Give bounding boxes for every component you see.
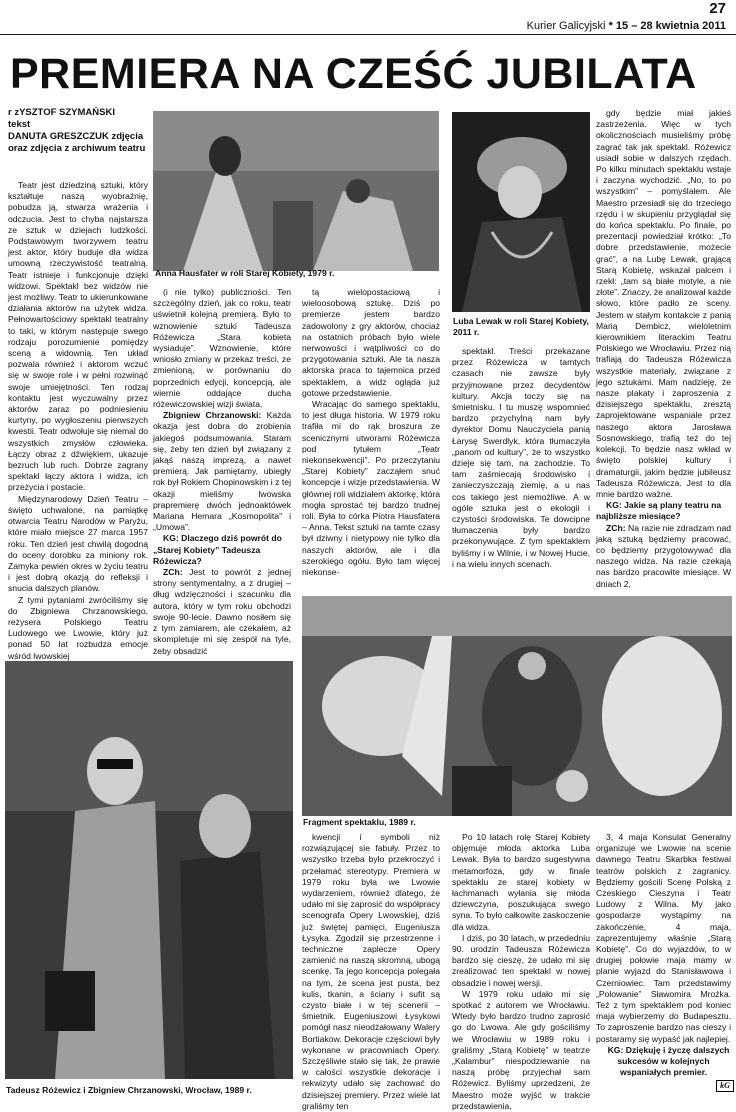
paragraph: (i nie tylko) publiczności. Ten szczególny dzień, jak co roku, teatr uświetnił kolejną premierą. Było to wznowienie sztuki Tadeusza Różewicza „Stara kobieta wysiaduje”. Wznowienie, które wniosło zmiany w przekaz treści, ze zmienioną, w porównaniu do poprzednich edycji, koncepcją, ale wiernie oddające ducha różewiczowskiej wizji świata. (153, 287, 291, 410)
paragraph: tą wielopostaciową i wieloosobową sztukę. Dziś po premierze jestem bardzo zadowolony z gry aktorów, chociaż na ostatnich próbach było wiele nerwowości i wątpliwości co do przygotowania sztuki. Ale ta nasza aktorska praca to tajemnica przed spektaklem, a widz ogląda już gotowe przedstawienie. (302, 287, 440, 398)
page-header (0, 0, 736, 36)
speaker-label: ZCh: (606, 522, 626, 533)
paragraph: gdy będzie miał jakieś zastrzeżenia. Więc w tych okolicznościach musieliśmy próbę zagrać tak jak spektakl. Różewicz usiadł sobie w dalszych rzędach. Po kilku minutach spektaklu wstaje i zaczyna wychodzić. „No, to po wszystkim” – pomyślałem. Ale Maestro przesiadł się do trzeciego rzędu i w skupieniu przyglądał się do końca spektaklu. Po finale, po prezentacji powiedział krótko: „To dobre przedstawienie, możecie grać”, a na Lubę Lewak, grającą Starą Kobietę, wskazał palcem i rzekł: „tam są białe motyle, a nie złote”. Znaczy, że analizował każde słowo, które padło ze sceny. Jestem w stałym kontakcie z panią Marią Dembicz, wieloletnim kierownikiem literackim Teatru Polskiego we Wrocławiu. Przez nią trafiają do Tadeusza Różewicza wszystkie materiały, związane z jego sztukami. Mam nadzieję, że nasze plakaty i zaproszenia z dzisiejszego spektaklu, zresztą zaprojektowane wspaniale przez naszego aktora Jarosława Sosnowskiego, trafią też do tej kolekcji. To będzie nasz wkład w święto polskiej kultury i dramaturgii, jakim będzie jubileusz Tadeusza Różewicza. Jest to dla mnie bardzo ważne. (596, 108, 731, 499)
article-column-6 (302, 832, 440, 1111)
header-rule (0, 34, 736, 35)
author-credits (8, 107, 148, 155)
photo-credits: DANUTA GRESZCZUK zdjęcia oraz zdjęcia z archiwum teatru (8, 131, 146, 154)
photo-rozewicz-chrzanowski (5, 661, 293, 1079)
photo-fragment-spektaklu (302, 596, 732, 816)
article-column-1 (8, 180, 148, 661)
speaker-label: Zbigniew Chrzanowski: (163, 410, 262, 421)
paragraph: Na razie nie zdradzam nad jaką sztuką będziemy pracować, co będziemy przygotowywać dla naszego widza. Na razie czekają nas bardzo pracowite miesiące. W dniach 2, (596, 522, 732, 589)
headline: PREMIERA NA CZEŚĆ JUBILATA (10, 50, 697, 98)
paragraph: Z tymi pytaniami zwróciliśmy się do Zbigniewa Chrzanowskiego, reżysera Polskiego Teatru Ludowego we Lwowie, który już ponad 50 lat rozbudza emocje wśród lwowskiej (8, 594, 148, 661)
article-column-8 (596, 832, 731, 1078)
caption-photo-2: Luba Lewak w roli Starej Kobiety, 2011 r. (453, 316, 589, 337)
author-name: r zYSZTOF SZYMAŃSKI (8, 107, 115, 118)
photo-anna-hausfater (153, 111, 439, 271)
paragraph: Jest to powrót z jednej strony sentymentalny, a z drugiej – dług wdzięczności i szacunku dla autora, który w tym roku obchodzi swoje 90-lecie. Dawno nosiłem się z tym zamiarem, ale czekałem, aż skompletuje mi się zespół na tyle, żeby obsadzić (153, 567, 291, 656)
publication-name: Kurier Galicyjski (526, 20, 606, 32)
paragraph: spektakl. Treści przekazane przez Różewicza w tamtych czasach nie zawsze były przyjmowane przez decydentów kultury. Akcja toczy się na śmietnisku. I tu muszę wspomnieć bardzo przychylną nam były dyrektor Domu Nauczyciela panią Łarysę Swerdlyk, która tłumaczyła „panom od kultury”, że to wszystko dzieje się tam, na zachodzie. To tam zaśmiecają środowisko i zanieczyszczają ziemię, a u nas cos takiego jest niemożliwe. A w ogóle sztuka jest o ekologii i czystości środowiska. Te dowcipne tłumaczenia były bardzo przekonywujące. Z tym spektaklem byliśmy i w Wilnie, i w Nowej Hucie, i na wielu innych scenach. (452, 346, 590, 569)
paragraph: Międzynarodowy Dzień Teatru – święto uchwalone, na pamiątkę otwarcia Teatru Narodów w Paryżu, które miało miejsce 27 marca 1957 roku. Ten dzień jest chwilą dogodną do oceny dorobku za miniony rok. Zamyka pewien okres w życiu teatru i jest dobrą okazją do refleksji i snucia dalszych planów. (8, 493, 148, 594)
paragraph: 3, 4 maja Konsulat Generalny organizuje we Lwowie na scenie dawnego Teatru Skarbka festiwal teatrów polskich z zagranicy. Będziemy gościli Scenę Polską z Czeskiego Cieszyna i Teatr Ludowy z Wilna. My jako gospodarze wystąpimy na zakończenie, 4 maja, zaprezentujemy właśnie „Starą Kobietę”. Co do wyjazdów, to w drugiej połowie maja mamy w planie wyjazd do Stanisławowa i Czerniowiec. Tam przedstawimy „Polowanie” Sławomira Mrożka. Też z tym spektaklem pod koniec maja wybierzemy do Budapesztu. To zaproszenie bardzo nas cieszy i postaramy się wypaść jak najlepiej. (596, 832, 731, 1044)
caption-photo-3: Fragment spektaklu, 1989 r. (303, 817, 416, 827)
paragraph: W 1979 roku udało mi się spotkać z autorem we Wrocławiu. Wtedy było bardzo trudno zaprosić go do Lwowa. Ale gdy gościliśmy we Wrocławiu w 1989 roku i graliśmy „Starą Kobietę” w teatrze „Kalambur” niespodziewanie na naszą próbę przyjechał sam Różewicz. Byliśmy uprzedzeni, że Maestro może wyjść w trakcie przedstawienia, (452, 988, 590, 1111)
closing-remark: KG: Dziękuję i życzę dalszych sukcesów w kolejnych wspaniałych premier. (607, 1044, 730, 1078)
article-column-4 (452, 346, 590, 592)
masthead (527, 20, 726, 32)
paragraph: Teatr jest dziedziną sztuki, który kształtuje naszą wyobraźnię, pobudza ją, stwarza wrażenia i odczucia. Jest to chyba najstarsza ze sztuk w dziejach ludzkości. Podstawowym tworzywem teatru jest aktor, który buduje dla widza umowną rzeczywistość teatralną. Teatr istnieje i funkcjonuje dzięki widzowi. Spektakl bez widzów nie jest możliwy. Teatr to ukierunkowane działania aktorów na użytek widza. Pełnowartościowy spektakl teatralny to taki, w którym następuje swego rodzaju porozumienie pomiędzy sceną a widownią. Ten układ pozwala również i aktorom wczuć się w swoje role i w pełni rozwinąć swoje umiejętności. Ten rodzaj kontaktu jest wyczuwalny przez aktorów zaraz po podniesieniu kurtyny, po wygłoszeniu pierwszych kwestii. Teatr odwołuje się niemal do wszystkich zmysłów człowieka. Łączy obraz z dźwiękiem, ukazuje bezruch lub ruch. Dobrze zagrany spektakl łączy aktora i widza, ich przeżycia i postacie. (8, 180, 148, 493)
paragraph: Wracając do samego spektaklu, to jest długa historia. W 1979 roku trafiła mi do rąk broszura ze scenicznymi utworami Różewicza pod tytułem „Teatr niekonsekwencji”. Po przeczytaniu „Starej Kobiety” zacząłem snuć koncepcje i wizje przedstawienia. W głównej roli widziałem aktorkę, która mogła sprostać tej bardzo trudnej roli. Była to córka Piotra Hausfatera – Anna. Tekst sztuki na tamte czasy był dziwny i nietypowy nie tylko dla naszych aktorów, ale i dla szerokiego ogółu. Było tam więcej niekonse- (302, 399, 440, 578)
masthead-separator: * (608, 20, 613, 32)
paragraph: kwencji i symboli niż rozwiązującej sie fabuły. Przez to wszystko trzeba było przekroczyć i przełamać stereotypy. Premiera w 1979 roku była we Lwowie wydarzeniem, również dlatego, że udało mi się zaprosić do współpracy scenografa Opery Lwowskiej, dziś już świętej pamięci, Eugeniusza Łysyka. Zgodził się przestrzenne i techniczne zaplecze Opery zamienić na naszą skromną, ubogą scenkę. Ta jego koncepcja polegała na tym, że scena jest pusta, bez kulis, tkanin, a ściany i sufit są czysto białe i w tej scenerii – śmietnik. Eugeniuszowi Łysykowi pomógł nasz nieodżałowany Walery Bortiakow. Dekoracje częściowi były wykonane w pracowniach Opery. Szczęśliwie stało się tak, że prawie w całości wszystkie dekoracje i rekwizyty udało się zachować do dzisiejszej premiery. Przez wiele lat graliśmy ten (302, 832, 440, 1111)
paragraph: I dziś, po 30 latach, w przededniu 90. urodzin Tadeusza Różewicza bardzo się cieszę, że udało mi się zrealizować ten spektakl w nowej obsadzie i nowej wersji. (452, 932, 590, 988)
article-column-3 (302, 287, 440, 592)
kg-end-logo: kG (716, 1080, 734, 1092)
page-number: 27 (709, 0, 726, 17)
credit-role: tekst (8, 119, 31, 130)
paragraph: Po 10 latach rolę Starej Kobiety objęmuje młoda aktorka Luba Lewak. Była to bardzo sugestywna metamorfoza, gdy w finale spektaklu ze starej kobiety w łachmanach wyłania się młoda dziewczyna, poszukująca swego syna. To było całkowite zaskoczenie dla widza. (452, 832, 590, 932)
article-column-5 (596, 108, 731, 592)
paragraph: Każda okazja jest dobra do zrobienia jakiegoś podsumowania. Staram się, żeby ten dzień był związany z jakąś naszą imprezą, a nawet premierą. Jak pamiętamy, ubiegły rok był Rokiem Chopinowskim i z tej okazji mieliśmy lwowska prapremierę dwóch jednoaktówek Mariana Hemara „Kosmopolita” i „Umowa”. (153, 410, 291, 533)
article-column-2 (153, 287, 291, 656)
interview-question: KG: Dlaczego dziś powrót do „Starej Kobiety” Tadeusza Różewicza? (153, 533, 282, 566)
article-column-7 (452, 832, 590, 1111)
interview-question: KG: Jakie są plany teatru na najbliższe miesiące? (596, 500, 722, 522)
caption-photo-1: Anna Hausfater w roli Starej Kobiety, 1979 r. (155, 268, 335, 278)
issue-date: 15 – 28 kwietnia 2011 (615, 20, 726, 32)
caption-photo-4: Tadeusz Różewicz i Zbigniew Chrzanowski, Wrocław, 1989 r. (6, 1085, 252, 1095)
speaker-label: ZCh: (163, 567, 183, 578)
photo-luba-lewak (452, 112, 590, 312)
